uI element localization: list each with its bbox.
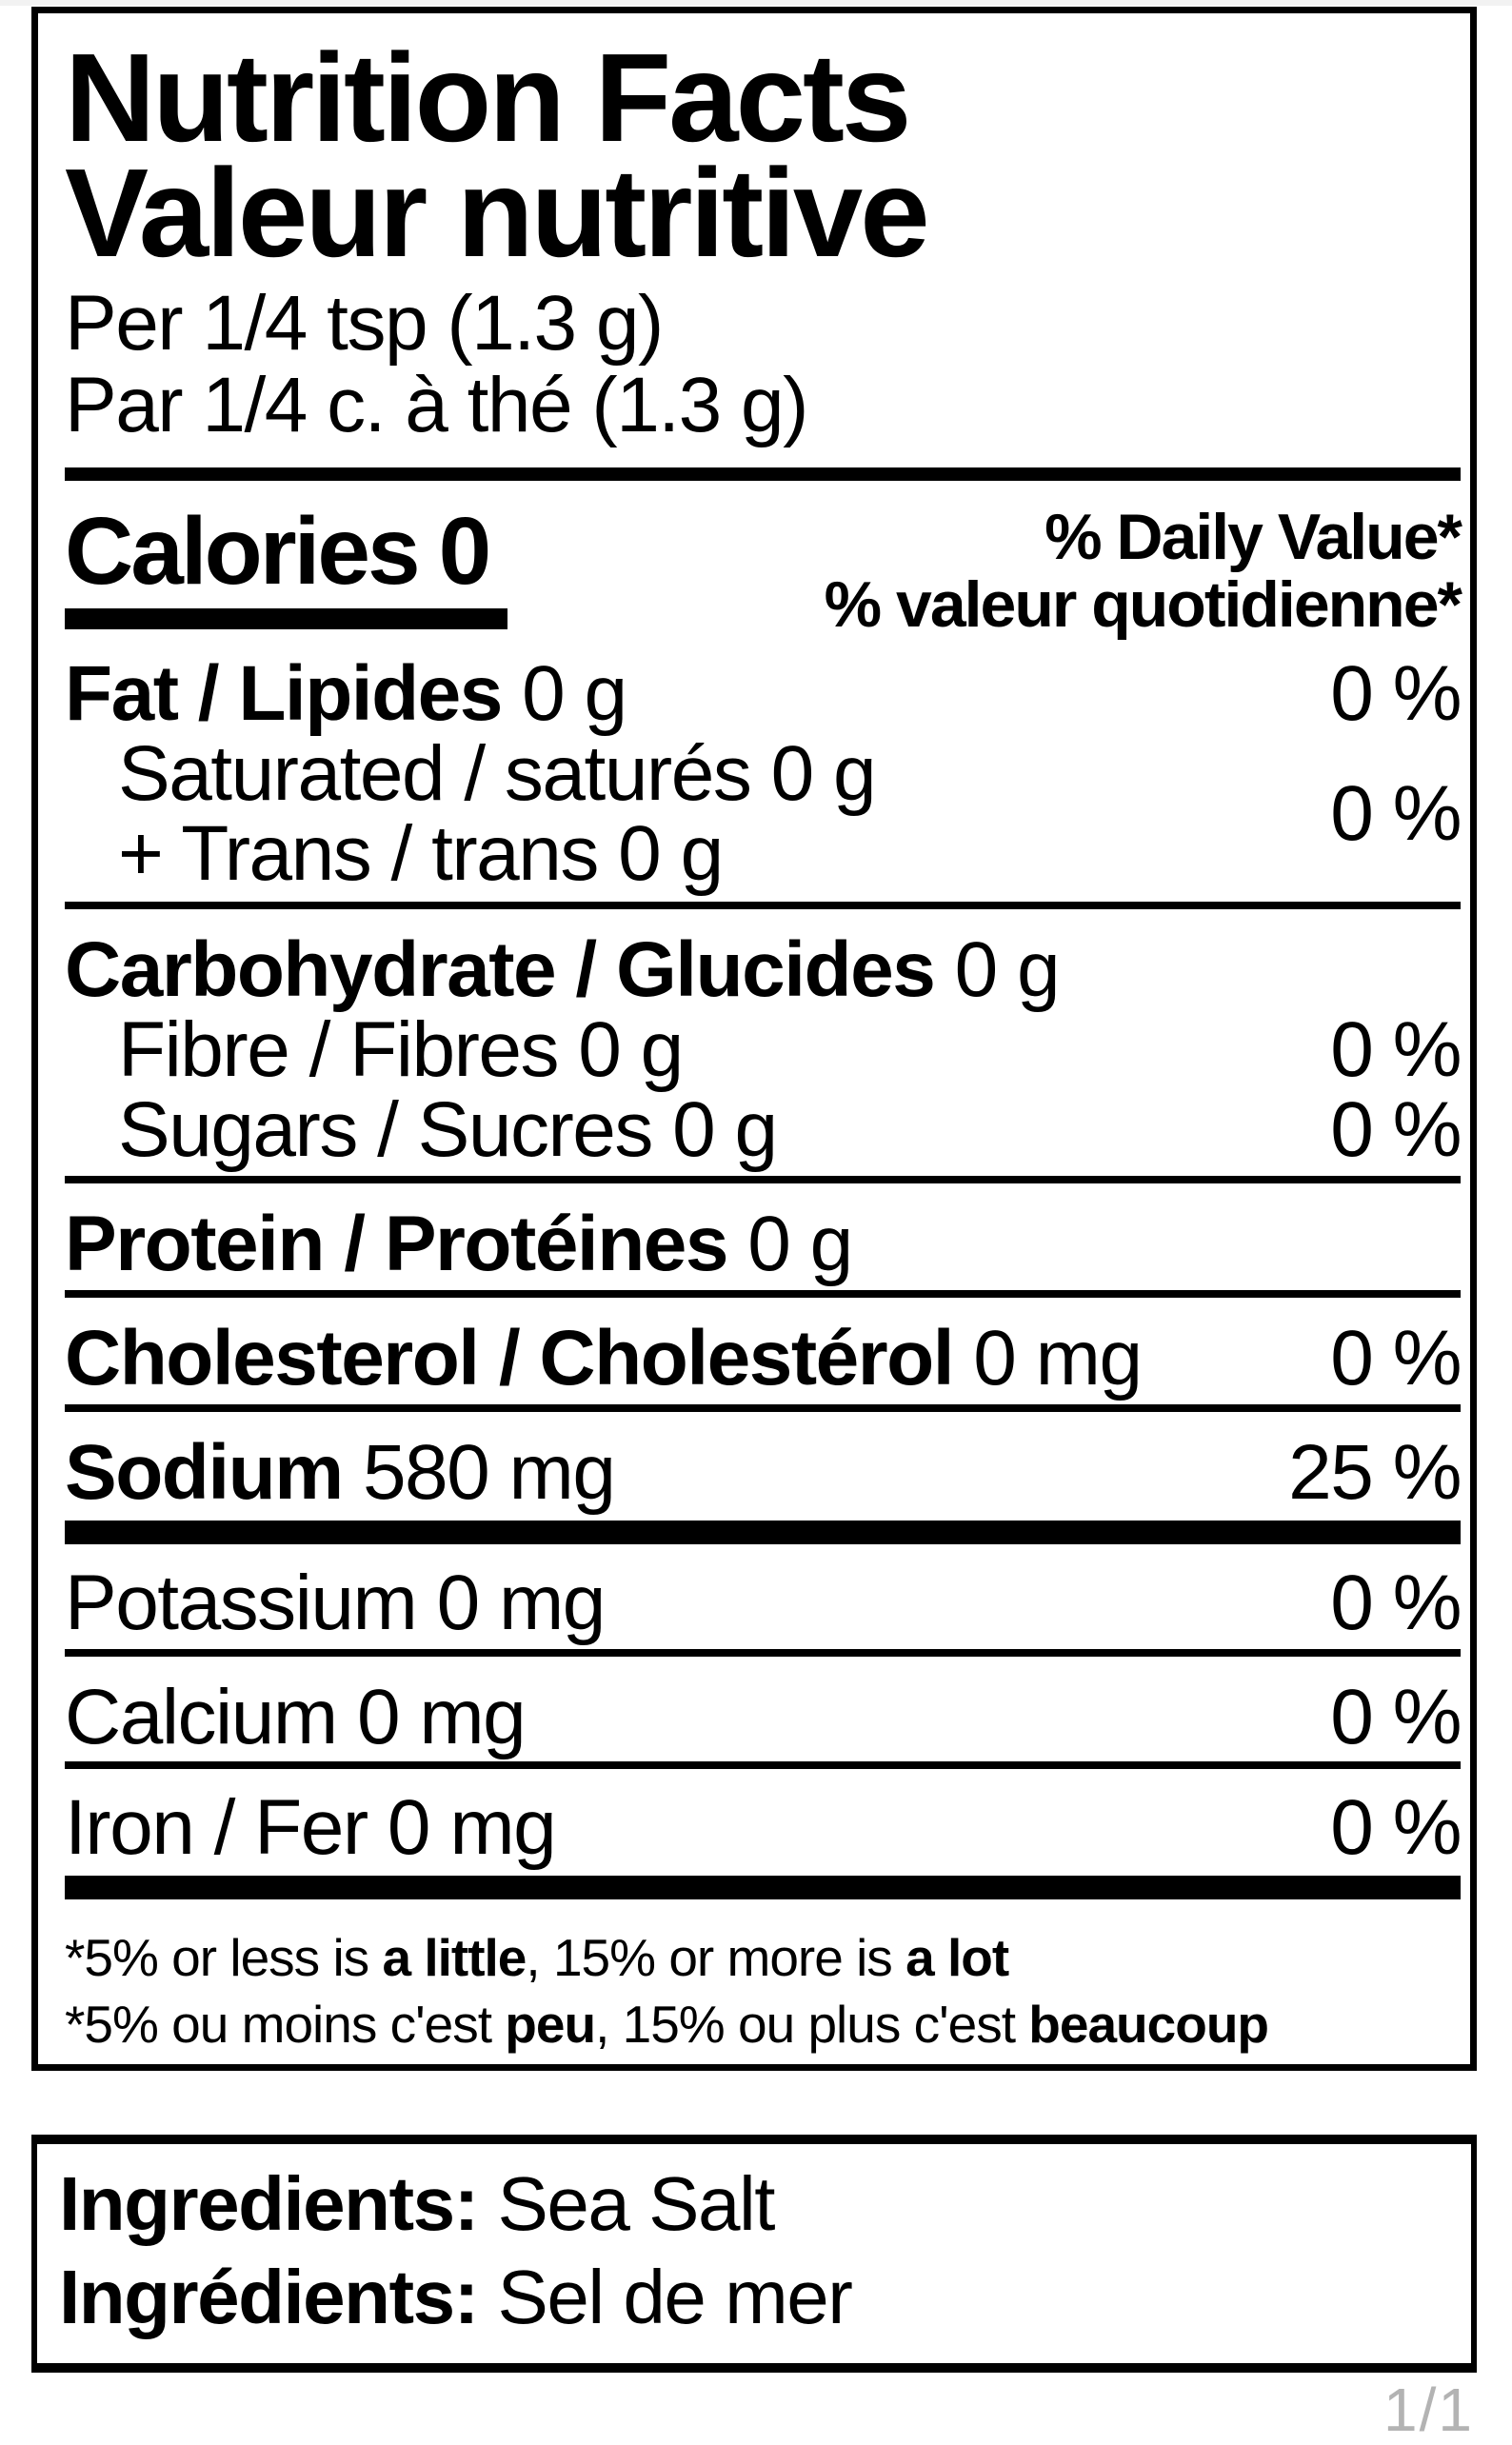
ingredients-fr-value: Sel de mer [477, 2255, 852, 2339]
row-cholesterol-daily-value: 0 % [1330, 1314, 1461, 1401]
ingredients-en-value: Sea Salt [477, 2161, 774, 2246]
row-potassium-name: Potassium 0 mg [65, 1559, 605, 1646]
page-indicator: 1/1 [1383, 2375, 1474, 2444]
label-title-fr: Valeur nutritive [65, 143, 927, 284]
row-iron-name: Iron / Fer 0 mg [65, 1783, 556, 1871]
separator-thick-bottom [65, 1876, 1461, 1899]
ingredients-fr-label: Ingrédients: [59, 2255, 478, 2339]
calories-underline-bar [65, 608, 507, 629]
separator-line-2 [65, 1176, 1461, 1183]
row-fibre-daily-value: 0 % [1330, 1005, 1461, 1093]
row-sodium [65, 1428, 1461, 1516]
row-sodium-daily-value: 25 % [1288, 1428, 1461, 1516]
row-sugars-daily-value: 0 % [1330, 1085, 1461, 1173]
separator-line-6 [65, 1761, 1461, 1769]
separator-line-4 [65, 1404, 1461, 1412]
row-carbohydrate [65, 925, 1461, 1013]
row-saturated-trans-daily-value: 0 % [1330, 769, 1461, 857]
separator-thick-top [65, 467, 1461, 481]
row-potassium [65, 1559, 1461, 1646]
row-potassium-daily-value: 0 % [1330, 1559, 1461, 1646]
row-saturated-name: Saturated / saturés 0 g [118, 729, 876, 817]
row-sugars [65, 1085, 1461, 1173]
ingredients-en-label: Ingredients: [59, 2161, 478, 2246]
footnote-en: *5% or less is a little, 15% or more is a lot [65, 1927, 1009, 1987]
ingredients-fr [59, 2251, 1462, 2344]
ingredients-box [31, 2135, 1477, 2373]
row-fat-daily-value: 0 % [1330, 649, 1461, 737]
daily-value-header-en: % Daily Value* [1044, 500, 1461, 573]
ingredients-en [59, 2157, 1462, 2251]
calories-line [65, 497, 507, 605]
row-sodium-name: Sodium 580 mg [65, 1428, 615, 1516]
row-sugars-name: Sugars / Sucres 0 g [118, 1085, 777, 1173]
footnote [65, 1924, 1461, 2057]
calories-block [65, 497, 507, 629]
daily-value-header [824, 500, 1461, 641]
row-fat [65, 649, 1461, 737]
calories-label: Calories [65, 497, 418, 605]
row-cholesterol [65, 1314, 1461, 1401]
separator-thick-sodium [65, 1521, 1461, 1544]
label-title-en: Nutrition Facts [65, 28, 909, 168]
row-fat-name: Fat / Lipides 0 g [65, 649, 627, 737]
row-calcium [65, 1673, 1461, 1760]
row-saturated-trans [65, 729, 1461, 897]
separator-line-3 [65, 1290, 1461, 1298]
row-iron [65, 1783, 1461, 1871]
row-calcium-daily-value: 0 % [1330, 1673, 1461, 1760]
row-trans-name: + Trans / trans 0 g [118, 809, 723, 897]
row-saturated-trans-names [65, 729, 876, 897]
row-protein-name: Protein / Protéines 0 g [65, 1200, 852, 1287]
row-calcium-name: Calcium 0 mg [65, 1673, 526, 1760]
row-protein [65, 1200, 1461, 1287]
row-iron-daily-value: 0 % [1330, 1783, 1461, 1871]
serving-size-fr: Par 1/4 c. à thé (1.3 g) [65, 361, 807, 448]
nutrition-facts-label [31, 7, 1477, 2071]
serving-size-en: Per 1/4 tsp (1.3 g) [65, 279, 663, 367]
calories-value: 0 [438, 497, 489, 605]
separator-line-5 [65, 1649, 1461, 1657]
row-cholesterol-name: Cholesterol / Cholestérol 0 mg [65, 1314, 1142, 1401]
daily-value-header-fr: % valeur quotidienne* [824, 567, 1461, 641]
top-edge-strip [0, 0, 1512, 6]
row-carbohydrate-name: Carbohydrate / Glucides 0 g [65, 925, 1060, 1013]
calories-section [65, 497, 1461, 641]
row-fibre-name: Fibre / Fibres 0 g [118, 1005, 683, 1093]
separator-line-1 [65, 902, 1461, 909]
footnote-fr: *5% ou moins c'est peu, 15% ou plus c'est beaucoup [65, 1994, 1269, 2054]
row-fibre [65, 1005, 1461, 1093]
